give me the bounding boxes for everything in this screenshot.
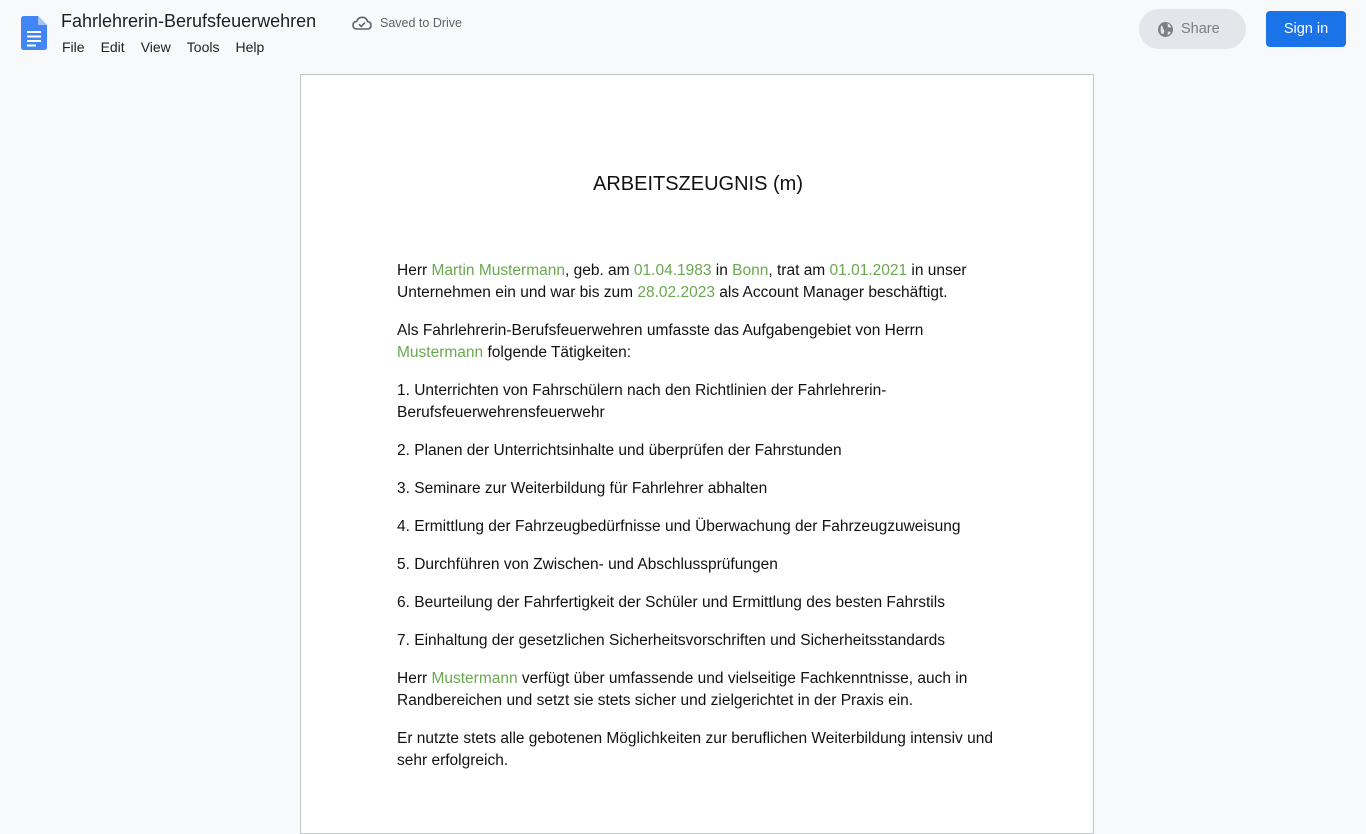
birth-city: Bonn (732, 262, 769, 279)
document-body (397, 260, 997, 788)
text-run: Herr (397, 670, 432, 687)
menu-view[interactable]: View (140, 39, 171, 55)
share-button[interactable] (1139, 9, 1246, 49)
menu-help[interactable]: Help (235, 39, 265, 55)
text-run: , trat am (768, 262, 830, 279)
text-run: , geb. am (564, 262, 634, 279)
employee-name: Martin Mustermann (431, 262, 565, 279)
save-status[interactable] (352, 13, 462, 33)
globe-icon (1157, 21, 1174, 38)
task-item: 2. Planen der Unterrichtsinhalte und überprüfen der Fahrstunden (397, 442, 842, 459)
task-item: 4. Ermittlung der Fahrzeugbedürfnisse und Überwachung der Fahrzeugzuweisung (397, 518, 961, 535)
task-item: 1. Unterrichten von Fahrschülern nach den Richtlinien der Fahrlehrerin-Berufsfeuerwehrensfeuerwehr (397, 382, 887, 421)
expertise-paragraph (397, 668, 997, 712)
employment-paragraph (397, 260, 997, 304)
google-docs-icon[interactable] (21, 16, 47, 50)
employee-surname: Mustermann (397, 344, 484, 361)
start-date: 01.01.2021 (829, 262, 908, 279)
task-item: 5. Durchführen von Zwischen- und Abschlussprüfungen (397, 556, 778, 573)
duties-intro-paragraph (397, 320, 997, 364)
menu-edit[interactable]: Edit (100, 39, 125, 55)
text-run: in unser Unternehmen ein und war bis zum (397, 262, 967, 301)
menu-file[interactable]: File (62, 39, 85, 55)
birth-date: 01.04.1983 (633, 262, 712, 279)
end-date: 28.02.2023 (637, 284, 715, 301)
sign-in-button[interactable]: Sign in (1266, 11, 1346, 47)
task-item: 3. Seminare zur Weiterbildung für Fahrlehrer abhalten (397, 480, 768, 497)
employee-surname: Mustermann (431, 670, 518, 687)
top-bar (0, 0, 1366, 64)
document-page[interactable] (300, 74, 1094, 834)
text-run: verfügt über umfassende und vielseitige Fachkenntnisse, auch in Randbereichen und setzt sie stets sicher und zielgerichtet in der Praxis ein. (397, 670, 968, 709)
task-item: 6. Beurteilung der Fahrfertigkeit der Schüler und Ermittlung des besten Fahrstils (397, 594, 945, 611)
text-run: in (711, 262, 733, 279)
cloud-done-icon (352, 16, 372, 30)
task-item: 7. Einhaltung der gesetzlichen Sicherheitsvorschriften und Sicherheitsstandards (397, 632, 945, 649)
menu-tools[interactable]: Tools (186, 39, 220, 55)
training-paragraph: Er nutzte stets alle gebotenen Möglichkeiten zur beruflichen Weiterbildung intensiv und sehr erfolgreich. (397, 730, 993, 769)
menu-bar (54, 36, 272, 58)
text-run: als Account Manager beschäftigt. (714, 284, 948, 301)
text-run: Als Fahrlehrerin-Berufsfeuerwehren umfasste das Aufgabengebiet von Herrn (397, 322, 924, 339)
document-title[interactable]: Fahrlehrerin-Berufsfeuerwehren (61, 11, 317, 31)
text-run: Herr (397, 262, 432, 279)
share-button-label: Share (1181, 21, 1220, 37)
text-run: folgende Tätigkeiten: (483, 344, 632, 361)
save-status-label: Saved to Drive (380, 16, 462, 30)
document-heading: ARBEITSZEUGNIS (m) (592, 173, 803, 195)
